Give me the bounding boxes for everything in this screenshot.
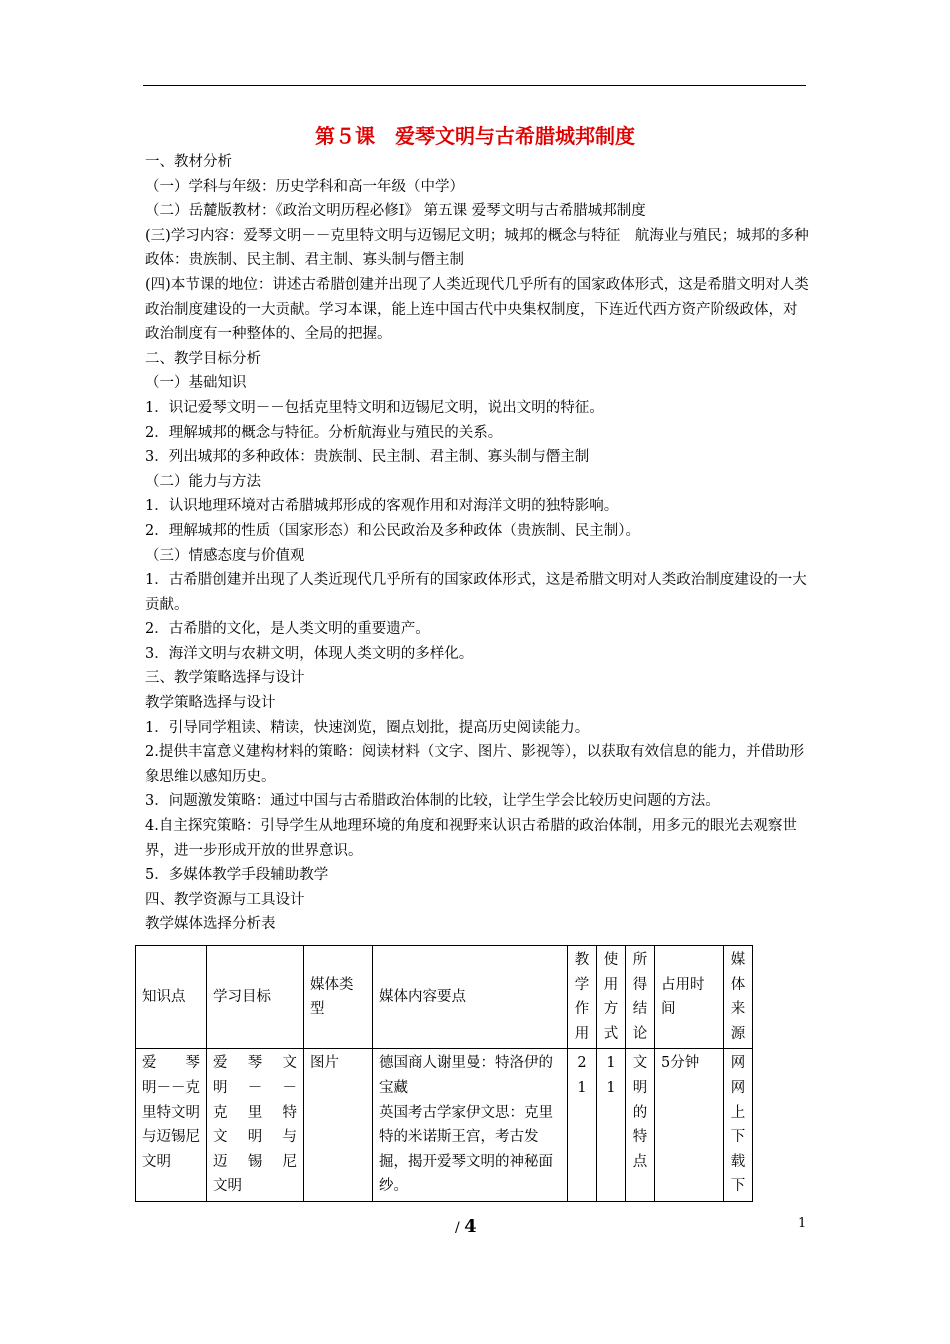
paragraph: 3．海洋文明与农耕文明，体现人类文明的多样化。 <box>145 645 474 662</box>
table-caption: 教学媒体选择分析表 <box>145 916 276 933</box>
header-cell: 学习目标 <box>207 946 304 1049</box>
paragraph: 教学策略选择与设计 <box>145 695 276 712</box>
section-heading: 一、教材分析 <box>145 154 232 170</box>
paragraph: 1．引导同学粗读、精读，快速浏览，圈点划批，提高历史阅读能力。 <box>145 719 590 736</box>
table-row <box>136 1049 753 1202</box>
cell-conclusion: 文明的特点 <box>626 1049 655 1202</box>
header-cell: 使用方式 <box>597 946 626 1049</box>
page-slash: / <box>455 1220 460 1236</box>
total-pages: 4 <box>464 1216 477 1237</box>
table-header-row <box>136 946 753 1049</box>
header-cell: 占用时间 <box>655 946 724 1049</box>
cell-knowledge: 爱 琴 明－－克里特文明与迈锡尼文明 <box>136 1049 207 1202</box>
paragraph: 1．认识地理环境对古希腊城邦形成的客观作用和对海洋文明的独特影响。 <box>145 498 619 515</box>
cell-goal: 爱 琴 文 明 － － 克 里 特 文 明 与 迈 锡 尼 文明 <box>207 1049 304 1202</box>
paragraph: 2．古希腊的文化，是人类文明的重要遗产。 <box>145 621 430 638</box>
header-cell: 媒体类型 <box>304 946 373 1049</box>
section-heading: 四、教学资源与工具设计 <box>145 891 305 908</box>
paragraph: （二）岳麓版教材：《政治文明历程必修Ⅰ》 第五课 爱琴文明与古希腊城邦制度 <box>145 203 646 220</box>
paragraph: (四)本节课的地位：讲述古希腊创建并出现了人类近现代几乎所有的国家政体形式，这是希腊文明对人类政治制度建设的一大贡献。学习本课，能上连中国古代中央集权制度，下连近代西方资产阶级政体，对政治制度有一种整体的、全局的把握。 <box>145 276 809 343</box>
page-number: 1 <box>798 1216 807 1231</box>
subsection-heading: （三）情感态度与价值观 <box>145 547 305 564</box>
paragraph: （一）学科与年级：历史学科和高一年级（中学） <box>145 178 464 195</box>
header-cell: 知识点 <box>136 946 207 1049</box>
header-cell: 教学作用 <box>568 946 597 1049</box>
paragraph: 1．古希腊创建并出现了人类近现代几乎所有的国家政体形式，这是希腊文明对人类政治制度建设的一大贡献。 <box>145 572 807 613</box>
paragraph: 3．列出城邦的多种政体：贵族制、民主制、君主制、寡头制与僭主制 <box>145 449 590 466</box>
header-cell: 所得结论 <box>626 946 655 1049</box>
header-cell: 媒体来源 <box>724 946 753 1049</box>
paragraph: 2.提供丰富意义建构材料的策略：阅读材料（文字、图片、影视等），以获取有效信息的能力，并借助形象思维以感知历史。 <box>145 744 805 785</box>
paragraph: 2．理解城邦的概念与特征。分析航海业与殖民的关系。 <box>145 424 503 441</box>
paragraph: 2．理解城邦的性质（国家形态）和公民政治及多种政体（贵族制、民主制）。 <box>145 522 640 539</box>
subsection-heading: （一）基础知识 <box>145 375 247 392</box>
cell-media-type: 图片 <box>304 1049 373 1202</box>
section-heading: 二、教学目标分析 <box>145 350 261 367</box>
header-rule <box>143 85 806 86</box>
cell-usage: 1 1 <box>597 1049 626 1202</box>
cell-source: 网网上下载下 <box>724 1049 753 1202</box>
page-total <box>455 1216 477 1237</box>
lesson-title: 第５课 爱琴文明与古希腊城邦制度 <box>315 124 635 148</box>
media-selection-table <box>135 945 753 1202</box>
header-cell: 媒体内容要点 <box>373 946 568 1049</box>
cell-content: 德国商人谢里曼：特洛伊的宝藏 英国考古学家伊文思：克里特的米诺斯王宫，考古发掘，揭开爱琴文明的神秘面纱。 <box>373 1049 568 1202</box>
paragraph: 1．识记爱琴文明－－包括克里特文明和迈锡尼文明，说出文明的特征。 <box>145 399 604 416</box>
paragraph: 3．问题激发策略：通过中国与古希腊政治体制的比较，让学生学会比较历史问题的方法。 <box>145 793 720 810</box>
document-body <box>145 150 809 937</box>
paragraph: 5．多媒体教学手段辅助教学 <box>145 867 329 884</box>
paragraph: 4.自主探究策略：引导学生从地理环境的角度和视野来认识古希腊的政治体制，用多元的眼光去观察世界，进一步形成开放的世界意识。 <box>145 818 797 859</box>
cell-role: 2 1 <box>568 1049 597 1202</box>
paragraph: (三)学习内容：爱琴文明－－克里特文明与迈锡尼文明；城邦的概念与特征 航海业与殖民；城邦的多种政体：贵族制、民主制、君主制、寡头制与僭主制 <box>145 227 809 269</box>
section-heading: 三、教学策略选择与设计 <box>145 670 305 687</box>
subsection-heading: （二）能力与方法 <box>145 473 261 490</box>
cell-time: 5分钟 <box>655 1049 724 1202</box>
